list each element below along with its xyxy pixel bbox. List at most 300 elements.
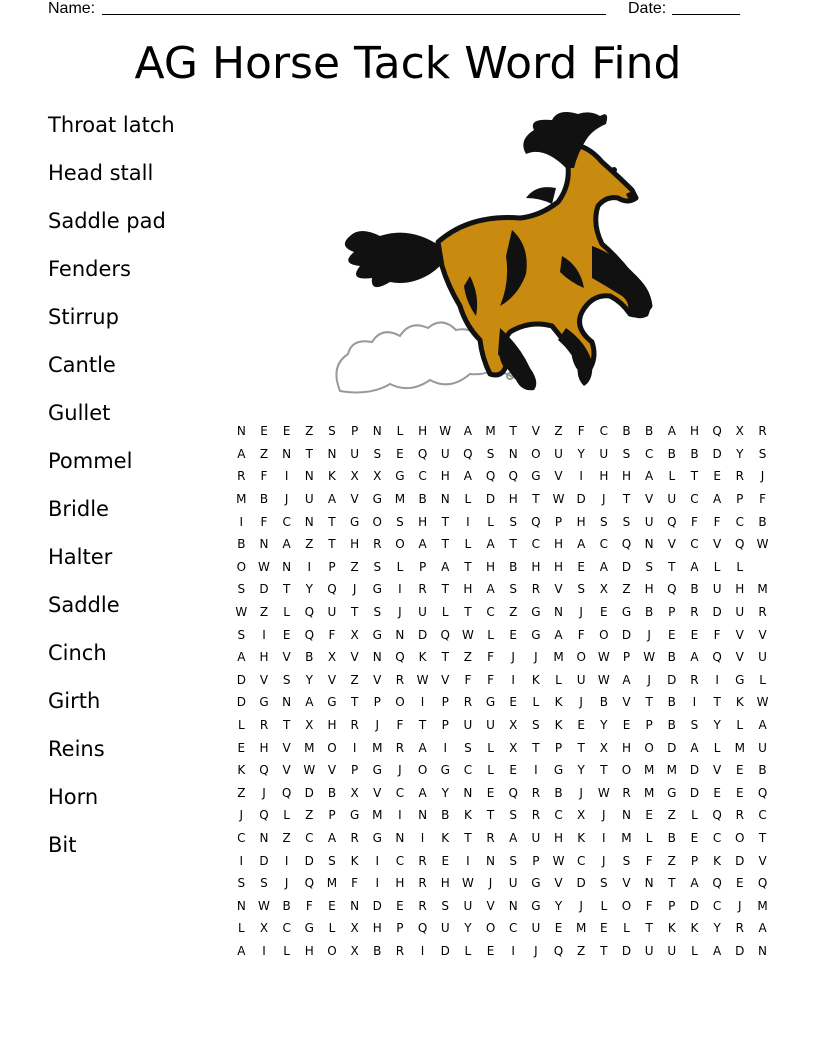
grid-letter[interactable]: P	[622, 650, 631, 665]
grid-letter[interactable]: W	[597, 785, 610, 800]
grid-letter[interactable]: D	[259, 853, 269, 868]
grid-letter[interactable]: H	[440, 469, 450, 484]
grid-letter[interactable]: P	[373, 695, 381, 710]
grid-letter[interactable]: D	[304, 785, 314, 800]
grid-letter[interactable]: I	[375, 876, 380, 891]
grid-letter[interactable]: U	[758, 650, 767, 665]
grid-letter[interactable]: M	[757, 582, 768, 597]
grid-letter[interactable]: F	[260, 469, 268, 484]
grid-letter[interactable]: T	[350, 605, 359, 620]
grid-letter[interactable]: C	[690, 492, 699, 507]
grid-letter[interactable]: S	[622, 514, 631, 529]
grid-letter[interactable]: J	[239, 808, 244, 823]
grid-letter[interactable]: T	[509, 424, 517, 439]
grid-letter[interactable]: G	[531, 605, 541, 620]
grid-letter[interactable]: P	[554, 740, 563, 755]
grid-letter[interactable]: H	[531, 559, 541, 574]
grid-letter[interactable]: N	[508, 446, 518, 461]
grid-letter[interactable]: Q	[667, 582, 677, 597]
grid-letter[interactable]: T	[418, 718, 427, 733]
grid-letter[interactable]: H	[418, 514, 428, 529]
grid-letter[interactable]: U	[531, 830, 541, 845]
grid-letter[interactable]: R	[418, 582, 427, 597]
grid-letter[interactable]: U	[486, 718, 495, 733]
grid-letter[interactable]: O	[327, 943, 337, 958]
grid-letter[interactable]: E	[396, 446, 404, 461]
grid-letter[interactable]: V	[758, 853, 767, 868]
grid-letter[interactable]: X	[305, 718, 314, 733]
grid-letter[interactable]: B	[645, 424, 654, 439]
grid-letter[interactable]: U	[418, 605, 427, 620]
grid-letter[interactable]: J	[579, 605, 583, 620]
grid-letter[interactable]: M	[304, 740, 315, 755]
grid-letter[interactable]: J	[602, 808, 606, 823]
grid-letter[interactable]: W	[416, 672, 429, 687]
grid-letter[interactable]: X	[259, 921, 269, 936]
grid-letter[interactable]: R	[395, 672, 405, 687]
grid-letter[interactable]: O	[395, 537, 405, 552]
grid-letter[interactable]: C	[735, 514, 744, 529]
grid-letter[interactable]: P	[328, 808, 336, 823]
grid-letter[interactable]: D	[667, 672, 677, 687]
grid-letter[interactable]: R	[690, 605, 699, 620]
grid-letter[interactable]: Y	[441, 785, 449, 800]
grid-letter[interactable]: F	[759, 492, 766, 507]
grid-letter[interactable]: A	[690, 559, 699, 574]
grid-letter[interactable]: W	[597, 672, 610, 687]
grid-letter[interactable]: Q	[395, 650, 405, 665]
grid-letter[interactable]: D	[689, 763, 700, 778]
grid-letter[interactable]: Q	[304, 605, 315, 620]
grid-letter[interactable]: D	[372, 898, 382, 913]
grid-letter[interactable]: S	[509, 853, 518, 868]
grid-letter[interactable]: L	[441, 605, 449, 620]
grid-letter[interactable]: S	[373, 559, 382, 574]
grid-letter[interactable]: B	[690, 582, 699, 597]
date-field[interactable]	[672, 14, 740, 15]
grid-letter[interactable]: W	[461, 627, 474, 642]
grid-letter[interactable]: A	[599, 559, 608, 574]
grid-letter[interactable]: Q	[440, 627, 450, 642]
grid-letter[interactable]: R	[531, 785, 541, 800]
grid-letter[interactable]: Q	[712, 424, 722, 439]
grid-letter[interactable]: S	[509, 514, 518, 529]
grid-letter[interactable]: D	[621, 943, 632, 958]
grid-letter[interactable]: K	[441, 830, 450, 845]
grid-letter[interactable]: H	[576, 514, 586, 529]
grid-letter[interactable]: N	[486, 853, 496, 868]
grid-letter[interactable]: B	[667, 830, 676, 845]
grid-letter[interactable]: Y	[736, 446, 744, 461]
grid-letter[interactable]: T	[600, 763, 608, 778]
grid-letter[interactable]: V	[373, 785, 382, 800]
grid-letter[interactable]: P	[350, 424, 359, 439]
grid-letter[interactable]: Z	[350, 559, 359, 574]
grid-letter[interactable]: R	[418, 876, 427, 891]
grid-letter[interactable]: K	[577, 830, 586, 845]
grid-letter[interactable]: R	[418, 853, 427, 868]
grid-letter[interactable]: V	[667, 537, 676, 552]
grid-letter[interactable]: D	[236, 695, 246, 710]
grid-letter[interactable]: O	[372, 514, 382, 529]
grid-letter[interactable]: I	[534, 763, 538, 778]
grid-letter[interactable]: V	[622, 695, 631, 710]
grid-letter[interactable]: T	[441, 514, 449, 529]
grid-letter[interactable]: H	[599, 469, 609, 484]
grid-letter[interactable]: X	[350, 943, 359, 958]
grid-letter[interactable]: E	[237, 740, 246, 755]
grid-letter[interactable]: G	[372, 492, 382, 507]
grid-letter[interactable]: J	[579, 785, 583, 800]
grid-letter[interactable]: L	[645, 830, 653, 845]
grid-letter[interactable]: I	[420, 830, 425, 845]
grid-letter[interactable]: G	[621, 605, 632, 620]
grid-letter[interactable]: C	[509, 921, 518, 936]
grid-letter[interactable]: I	[262, 943, 266, 958]
grid-letter[interactable]: V	[713, 537, 722, 552]
grid-letter[interactable]: O	[417, 763, 428, 778]
grid-letter[interactable]: Z	[350, 672, 359, 687]
grid-letter[interactable]: S	[282, 672, 291, 687]
grid-letter[interactable]: X	[350, 785, 359, 800]
grid-letter[interactable]: M	[485, 424, 496, 439]
grid-letter[interactable]: E	[600, 605, 608, 620]
grid-letter[interactable]: V	[373, 672, 382, 687]
grid-letter[interactable]: I	[466, 514, 470, 529]
grid-letter[interactable]: N	[236, 898, 246, 913]
grid-letter[interactable]: N	[372, 650, 382, 665]
grid-letter[interactable]: L	[691, 943, 698, 958]
grid-letter[interactable]: P	[736, 492, 744, 507]
grid-letter[interactable]: N	[282, 695, 292, 710]
grid-letter[interactable]: N	[508, 898, 518, 913]
grid-letter[interactable]: N	[440, 492, 450, 507]
grid-letter[interactable]: G	[372, 582, 382, 597]
grid-letter[interactable]: Y	[305, 672, 313, 687]
grid-letter[interactable]: A	[327, 492, 337, 507]
grid-letter[interactable]: F	[487, 650, 494, 665]
grid-letter[interactable]: D	[621, 559, 632, 574]
grid-letter[interactable]: P	[645, 718, 653, 733]
grid-letter[interactable]: O	[576, 650, 586, 665]
grid-letter[interactable]: J	[534, 650, 538, 665]
grid-letter[interactable]: C	[282, 921, 291, 936]
grid-letter[interactable]: V	[259, 672, 269, 687]
grid-letter[interactable]: L	[283, 808, 290, 823]
grid-letter[interactable]: D	[417, 627, 428, 642]
grid-letter[interactable]: B	[690, 446, 699, 461]
grid-letter[interactable]: F	[645, 853, 653, 868]
grid-letter[interactable]: J	[511, 650, 515, 665]
grid-letter[interactable]: N	[621, 808, 631, 823]
grid-letter[interactable]: I	[602, 830, 606, 845]
grid-letter[interactable]: Q	[712, 876, 722, 891]
grid-letter[interactable]: K	[328, 469, 336, 484]
grid-letter[interactable]: D	[621, 627, 632, 642]
grid-letter[interactable]: J	[647, 672, 651, 687]
grid-letter[interactable]: J	[375, 718, 380, 733]
grid-letter[interactable]: G	[395, 469, 405, 484]
grid-letter[interactable]: I	[284, 469, 289, 484]
grid-letter[interactable]: T	[532, 740, 540, 755]
grid-letter[interactable]: Q	[757, 876, 768, 891]
grid-letter[interactable]: W	[552, 853, 565, 868]
grid-letter[interactable]: M	[394, 492, 406, 507]
grid-letter[interactable]: N	[418, 808, 428, 823]
grid-letter[interactable]: Z	[509, 605, 518, 620]
grid-letter[interactable]: I	[239, 853, 244, 868]
grid-letter[interactable]: E	[509, 763, 517, 778]
grid-letter[interactable]: Q	[735, 537, 745, 552]
grid-letter[interactable]: S	[758, 446, 767, 461]
grid-letter[interactable]: T	[532, 492, 540, 507]
grid-letter[interactable]: G	[531, 876, 541, 891]
grid-letter[interactable]: C	[282, 514, 291, 529]
grid-letter[interactable]: Q	[304, 876, 315, 891]
grid-letter[interactable]: V	[282, 650, 291, 665]
grid-letter[interactable]: N	[644, 876, 654, 891]
grid-letter[interactable]: E	[600, 921, 608, 936]
grid-letter[interactable]: I	[398, 808, 402, 823]
grid-letter[interactable]: R	[463, 695, 473, 710]
grid-letter[interactable]: U	[667, 492, 677, 507]
grid-letter[interactable]: Z	[259, 446, 269, 461]
grid-letter[interactable]: B	[667, 695, 676, 710]
grid-letter[interactable]: Q	[417, 446, 428, 461]
grid-letter[interactable]: V	[441, 672, 450, 687]
grid-letter[interactable]: T	[464, 830, 472, 845]
grid-letter[interactable]: R	[486, 830, 495, 845]
grid-letter[interactable]: C	[690, 537, 699, 552]
grid-letter[interactable]: E	[441, 853, 450, 868]
grid-letter[interactable]: L	[487, 763, 494, 778]
grid-letter[interactable]: O	[531, 446, 541, 461]
grid-letter[interactable]: A	[418, 740, 427, 755]
grid-letter[interactable]: C	[712, 830, 722, 845]
grid-letter[interactable]: M	[372, 808, 383, 823]
grid-letter[interactable]: E	[486, 943, 495, 958]
grid-letter[interactable]: U	[304, 492, 314, 507]
grid-letter[interactable]: H	[463, 582, 473, 597]
grid-letter[interactable]: D	[712, 605, 722, 620]
grid-letter[interactable]: Z	[305, 808, 314, 823]
grid-letter[interactable]: H	[440, 876, 450, 891]
grid-letter[interactable]: E	[396, 898, 404, 913]
grid-letter[interactable]: B	[554, 785, 563, 800]
grid-letter[interactable]: H	[486, 559, 496, 574]
grid-letter[interactable]: V	[350, 650, 359, 665]
grid-letter[interactable]: R	[622, 785, 631, 800]
grid-letter[interactable]: U	[667, 943, 677, 958]
grid-letter[interactable]: K	[418, 650, 427, 665]
grid-letter[interactable]: U	[644, 943, 654, 958]
grid-letter[interactable]: R	[690, 672, 699, 687]
grid-letter[interactable]: I	[466, 853, 470, 868]
grid-letter[interactable]: I	[262, 627, 266, 642]
grid-letter[interactable]: A	[690, 876, 699, 891]
grid-letter[interactable]: G	[349, 514, 360, 529]
grid-letter[interactable]: J	[602, 853, 606, 868]
grid-letter[interactable]: G	[349, 808, 360, 823]
grid-letter[interactable]: V	[531, 424, 540, 439]
grid-letter[interactable]: L	[668, 469, 676, 484]
grid-letter[interactable]: K	[667, 921, 676, 936]
grid-letter[interactable]: A	[327, 830, 337, 845]
grid-letter[interactable]: A	[622, 672, 631, 687]
grid-letter[interactable]: E	[282, 424, 291, 439]
grid-letter[interactable]: A	[418, 537, 427, 552]
grid-letter[interactable]: J	[647, 627, 651, 642]
grid-letter[interactable]: A	[690, 650, 699, 665]
grid-letter[interactable]: J	[398, 605, 402, 620]
grid-letter[interactable]: R	[418, 898, 427, 913]
grid-letter[interactable]: H	[259, 740, 269, 755]
grid-letter[interactable]: J	[760, 469, 765, 484]
grid-letter[interactable]: L	[464, 492, 472, 507]
grid-letter[interactable]: L	[713, 559, 721, 574]
grid-letter[interactable]: A	[418, 785, 427, 800]
grid-letter[interactable]: V	[622, 876, 631, 891]
grid-letter[interactable]: J	[602, 492, 606, 507]
grid-letter[interactable]: W	[756, 537, 769, 552]
grid-letter[interactable]: P	[441, 718, 449, 733]
grid-letter[interactable]: L	[736, 559, 744, 574]
grid-letter[interactable]: D	[689, 785, 700, 800]
grid-letter[interactable]: L	[623, 921, 630, 936]
grid-letter[interactable]: G	[531, 898, 541, 913]
grid-letter[interactable]: P	[418, 559, 427, 574]
grid-letter[interactable]: T	[464, 559, 472, 574]
grid-letter[interactable]: S	[622, 446, 631, 461]
grid-letter[interactable]: I	[420, 943, 425, 958]
grid-letter[interactable]: N	[304, 469, 314, 484]
grid-letter[interactable]: C	[305, 830, 314, 845]
grid-letter[interactable]: W	[597, 650, 610, 665]
grid-letter[interactable]: K	[554, 695, 563, 710]
grid-letter[interactable]: V	[350, 492, 359, 507]
grid-letter[interactable]: S	[486, 446, 495, 461]
grid-letter[interactable]: Z	[554, 424, 563, 439]
grid-letter[interactable]: R	[735, 808, 744, 823]
grid-letter[interactable]: C	[758, 808, 767, 823]
grid-letter[interactable]: Z	[622, 582, 631, 597]
grid-letter[interactable]: R	[531, 808, 541, 823]
grid-letter[interactable]: Q	[327, 582, 337, 597]
grid-letter[interactable]: D	[689, 898, 700, 913]
grid-letter[interactable]: O	[644, 740, 654, 755]
grid-letter[interactable]: O	[236, 559, 247, 574]
grid-letter[interactable]: H	[689, 424, 699, 439]
grid-letter[interactable]: H	[621, 740, 631, 755]
grid-letter[interactable]: T	[668, 559, 676, 574]
grid-letter[interactable]: G	[667, 785, 677, 800]
grid-letter[interactable]: C	[531, 537, 541, 552]
grid-letter[interactable]: V	[645, 492, 654, 507]
grid-letter[interactable]: G	[372, 763, 382, 778]
grid-letter[interactable]: L	[600, 898, 608, 913]
grid-letter[interactable]: S	[600, 514, 608, 529]
grid-letter[interactable]: Q	[712, 650, 722, 665]
grid-letter[interactable]: I	[511, 943, 515, 958]
grid-letter[interactable]: V	[554, 469, 563, 484]
grid-letter[interactable]: B	[305, 650, 314, 665]
grid-letter[interactable]: F	[328, 627, 336, 642]
grid-letter[interactable]: L	[237, 921, 245, 936]
grid-letter[interactable]: D	[735, 853, 745, 868]
grid-letter[interactable]: B	[259, 492, 269, 507]
grid-letter[interactable]: B	[667, 446, 676, 461]
grid-letter[interactable]: M	[757, 898, 768, 913]
grid-letter[interactable]: X	[735, 424, 744, 439]
grid-letter[interactable]: V	[735, 650, 744, 665]
grid-letter[interactable]: A	[305, 695, 314, 710]
grid-letter[interactable]: Q	[531, 514, 541, 529]
grid-letter[interactable]: P	[396, 921, 404, 936]
grid-letter[interactable]: K	[713, 853, 722, 868]
grid-letter[interactable]: H	[644, 582, 654, 597]
grid-letter[interactable]: L	[713, 740, 721, 755]
grid-letter[interactable]: S	[373, 446, 382, 461]
grid-letter[interactable]: T	[645, 695, 653, 710]
grid-letter[interactable]: V	[486, 898, 495, 913]
grid-letter[interactable]: E	[735, 763, 744, 778]
grid-letter[interactable]: N	[282, 446, 292, 461]
grid-letter[interactable]: T	[328, 537, 336, 552]
grid-letter[interactable]: J	[284, 492, 289, 507]
grid-letter[interactable]: U	[327, 605, 337, 620]
grid-letter[interactable]: U	[758, 740, 767, 755]
grid-letter[interactable]: S	[577, 582, 585, 597]
grid-letter[interactable]: P	[668, 898, 676, 913]
grid-letter[interactable]: F	[260, 514, 268, 529]
grid-letter[interactable]: Q	[508, 785, 518, 800]
grid-letter[interactable]: Q	[667, 514, 677, 529]
grid-letter[interactable]: T	[713, 695, 721, 710]
grid-letter[interactable]: P	[350, 763, 359, 778]
grid-letter[interactable]: D	[236, 672, 246, 687]
grid-letter[interactable]: W	[552, 492, 565, 507]
grid-letter[interactable]: L	[396, 559, 404, 574]
grid-letter[interactable]: H	[554, 559, 564, 574]
grid-letter[interactable]: W	[461, 876, 474, 891]
grid-letter[interactable]: B	[373, 943, 382, 958]
grid-letter[interactable]: L	[759, 672, 766, 687]
grid-letter[interactable]: E	[690, 627, 699, 642]
grid-letter[interactable]: Y	[713, 718, 721, 733]
grid-letter[interactable]: G	[440, 763, 450, 778]
grid-letter[interactable]: T	[690, 469, 699, 484]
grid-letter[interactable]: Z	[259, 605, 269, 620]
grid-letter[interactable]: G	[327, 695, 337, 710]
grid-letter[interactable]: J	[579, 898, 583, 913]
grid-letter[interactable]: C	[644, 446, 654, 461]
grid-letter[interactable]: Q	[417, 921, 428, 936]
grid-letter[interactable]: E	[713, 785, 721, 800]
grid-letter[interactable]: J	[398, 763, 402, 778]
grid-letter[interactable]: C	[554, 808, 563, 823]
grid-letter[interactable]: U	[508, 876, 518, 891]
name-field[interactable]	[102, 14, 606, 15]
grid-letter[interactable]: K	[531, 672, 540, 687]
grid-letter[interactable]: B	[418, 492, 427, 507]
grid-letter[interactable]: U	[735, 605, 745, 620]
grid-letter[interactable]: T	[600, 943, 608, 958]
grid-letter[interactable]: E	[486, 785, 495, 800]
grid-letter[interactable]: P	[441, 695, 449, 710]
grid-letter[interactable]: O	[621, 763, 632, 778]
grid-letter[interactable]: E	[668, 627, 676, 642]
grid-letter[interactable]: S	[237, 876, 246, 891]
